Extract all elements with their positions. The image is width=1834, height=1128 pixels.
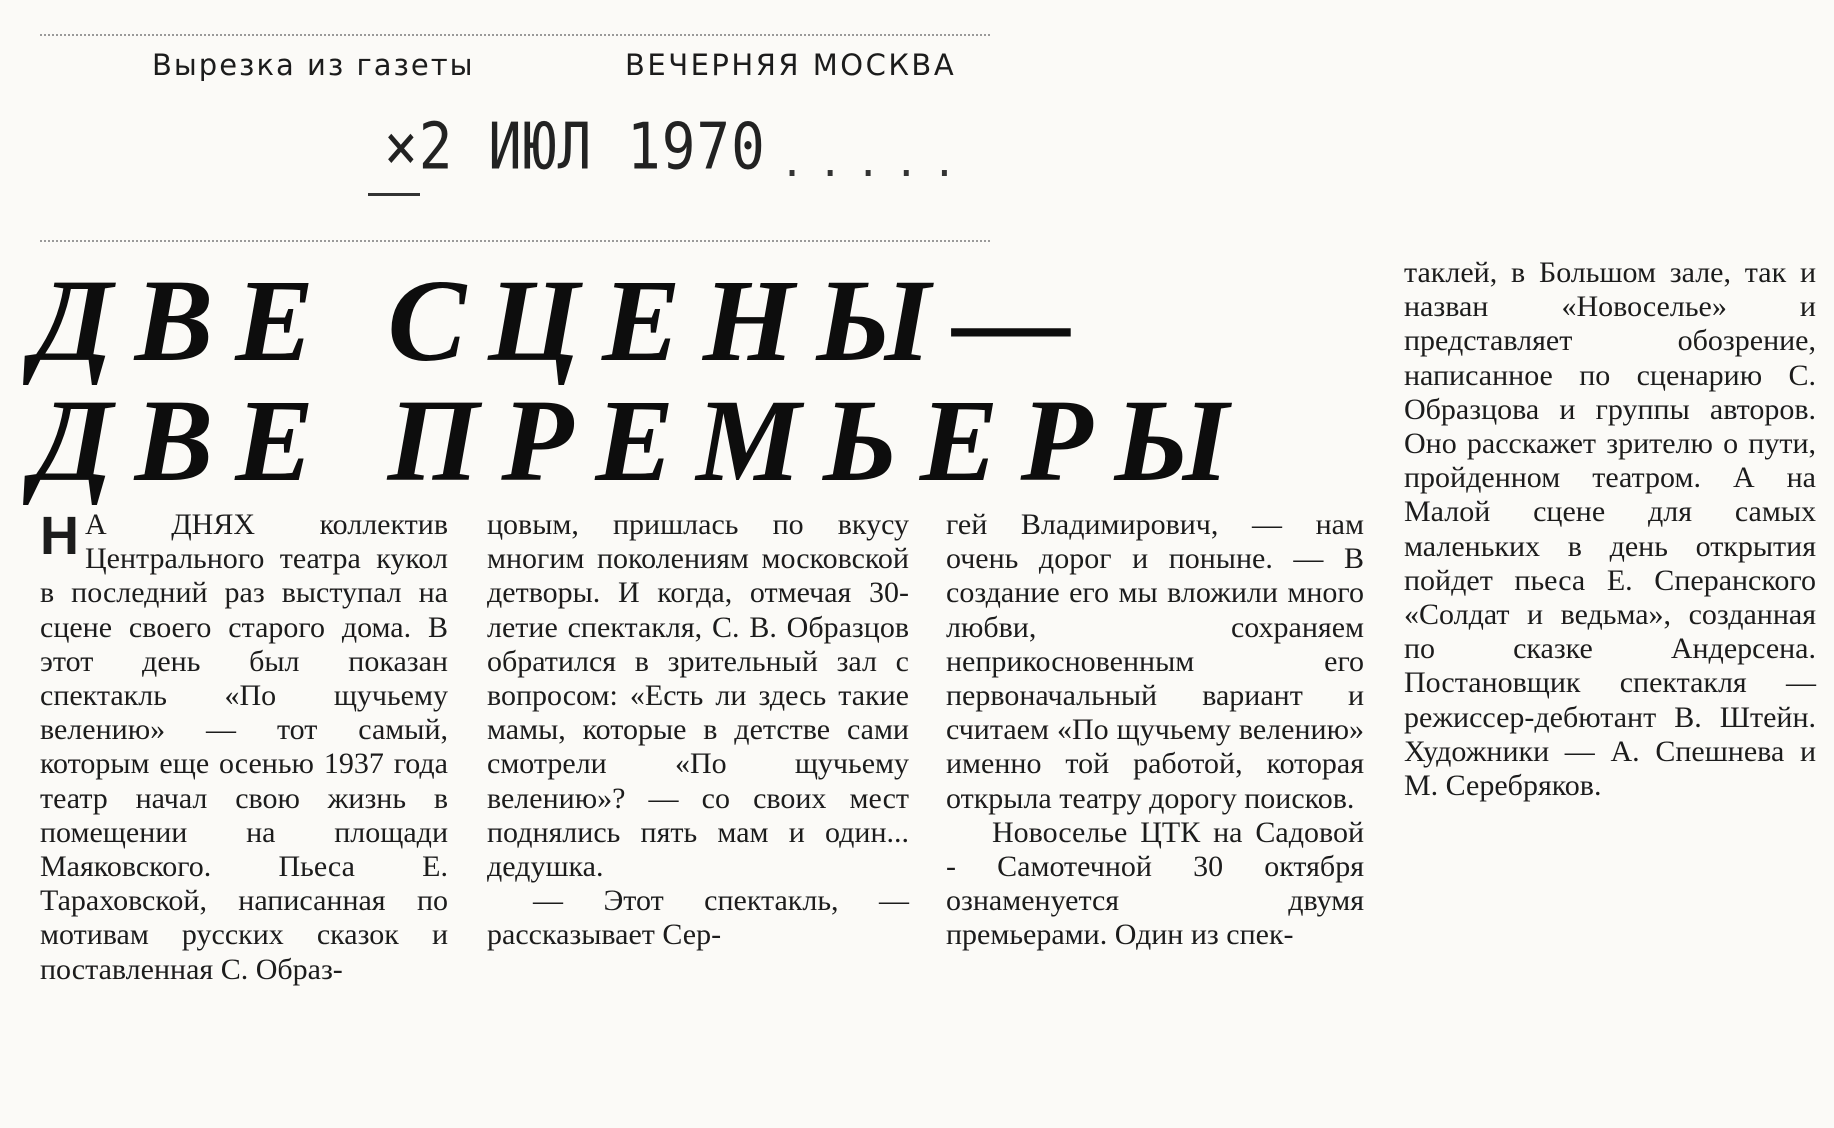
column-4-text: таклей, в Большом зале, так и назван «Новоселье» и представляет обозрение, написанное по сценарию С. Образцова и группы авторов. Оно расскажет зрителю о пути, пройденном театром. А на Малой сцене для самых маленьких в день открытия пойдет пьеса Е. Сперанского «Солдат и ведьма», созданная по сказке Андерсена. Постановщик спектакля — режиссер-дебютант В. Штейн. Художники — А. Спешнева и М. Серебряков. [1404, 256, 1816, 803]
drop-cap: Н [40, 506, 79, 566]
headline-line-2: ДВЕ ПРЕМЬЕРЫ [32, 375, 1251, 506]
article-column-3 [946, 508, 1364, 953]
column-2-text: цовым, пришлась по вкусу многим поколениям московской детворы. И когда, отмечая 30-летие спектакля, С. В. Образцов обратился в зрительный зал с вопросом: «Есть ли здесь такие мамы, которые в детстве сами смотрели «По щучьему велению»? — со своих мест поднялись пять мам и один... дедушка. [487, 508, 909, 884]
article-column-4 [1404, 256, 1816, 803]
column-3-text: гей Владимирович, — нам очень дорог и поныне. — В создание его мы вложили много любви, сохраняем неприкосновенным его первоначальный вариант и считаем «По щучьему велению» именно той работой, которая открыла театру дорогу поисков. [946, 508, 1364, 815]
date-stamp-dots: ..... [780, 140, 971, 186]
clipping-label: Вырезка из газеты [152, 48, 475, 82]
column-3-paragraph-2: Новоселье ЦТК на Садовой - Самотечной 30 октября ознаменуется двумя премьерами. Один из спек- [946, 815, 1364, 952]
headline-line-1: ДВЕ СЦЕНЫ— [32, 255, 1093, 386]
column-2-quote: — Этот спектакль, — рассказывает Сер- [487, 884, 909, 952]
column-1-text: А ДНЯХ коллектив Центрального театра кукол в последний раз выступал на сцене своего старого дома. В этот день был показан спектакль «По щучьему велению» — тот самый, которым еще осенью 1937 года театр начал свою жизнь в помещении на площади Маяковского. Пьеса Е. Тараховской, написанная по мотивам русских сказок и поставленная С. Образ- [40, 508, 448, 986]
top-divider [40, 34, 990, 36]
article-column-2 [487, 508, 909, 953]
date-stamp: ×2 ИЮЛ 1970 [384, 110, 766, 185]
newspaper-name: ВЕЧЕРНЯЯ МОСКВА [625, 48, 957, 82]
stamp-underline [368, 193, 420, 196]
article-column-1 [40, 508, 448, 987]
header-divider [40, 240, 990, 242]
